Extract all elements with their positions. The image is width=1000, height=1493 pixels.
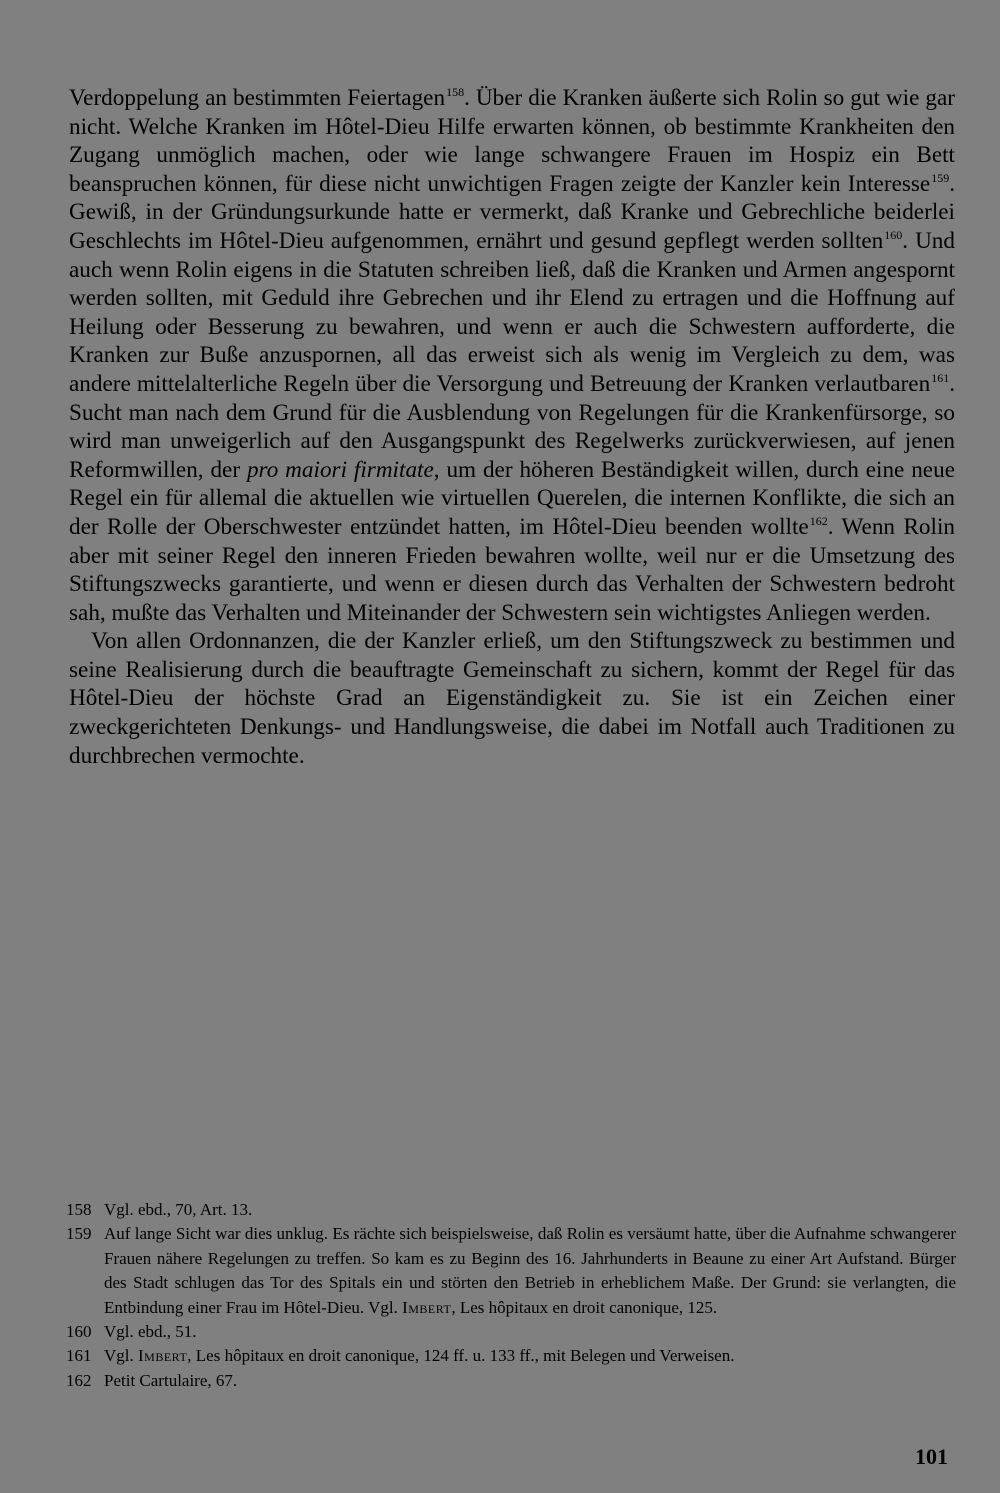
text-run: Vgl. [104,1346,138,1366]
footnote-158 [66,1198,956,1222]
footnote-number: 160 [66,1322,92,1342]
paragraph-1 [69,84,955,627]
text-run: . Sucht man nach dem Grund für die Ausblendung von Regelungen für die Krankenfürsorge, so wird man unweigerlich auf den Ausgangspunkt des Regelwerks zurückverwiesen, auf jenen Reformwillen, der [69,370,955,483]
text-run: . Und auch wenn Rolin eigens in die Statuten schreiben ließ, daß die Kranken und Armen angespornt werden sollten, mit Geduld ihre Gebrechen und ihr Elend zu ertragen und die Hoffnung auf Heilung oder Besserung zu bewahren, und wenn er auch die Schwestern aufforderte, die Kranken zur Buße anzuspornen, all das erweist sich als wenig im Vergleich zu dem, was andere mittelalterliche Regeln über die Versorgung und Betreuung der Kranken verlautbaren [69,227,955,397]
footnote-number: 159 [66,1224,92,1244]
latin-phrase: pro maiori firmitate [246,456,434,483]
footnote-ref-161[interactable]: 161 [931,370,950,385]
footnote-number: 162 [66,1370,92,1390]
text-run: , Les hôpitaux en droit canonique, 124 ff. u. 133 ff., mit Belegen und Verweisen. [187,1346,735,1366]
body-text [69,84,955,770]
author-name: Imbert [138,1346,188,1366]
page-number: 101 [915,1444,948,1469]
author-name: Imbert [402,1297,452,1317]
footnote-text: Petit Cartulaire, 67. [104,1370,238,1390]
footnote-ref-160[interactable]: 160 [884,227,903,242]
text-run: Auf lange Sicht war dies unklug. Es rächte sich beispielsweise, daß Rolin es versäumt hatte, über die Aufnahme schwangerer Frauen nähere Regelungen zu treffen. So kam es zu Beginn des 16. Jahrhunderts in Beaune zu einer Art Aufstand. Bürger des Stadt schlugen das Tor des Spitals ein und störten den Betrieb in erheblichem Maße. Der Grund: sie verlangten, die Entbindung einer Frau im Hôtel-Dieu. Vgl. [104,1224,956,1317]
footnote-159 [66,1222,956,1320]
footnote-text: Vgl. ebd., 70, Art. 13. [104,1200,253,1219]
footnote-ref-158[interactable]: 158 [446,85,465,99]
text-run: . Wenn Rolin aber mit seiner Regel den inneren Frieden bewahren wollte, weil nur er die Umsetzung des Stiftungszwecks garantierte, und wenn er diesen durch das Verhalten der Schwestern bedroht sah, mußte das Verhalten und Miteinander der Schwestern sein wichtigstes Anliegen werden. [69,513,955,626]
footnote-text [104,1222,956,1320]
text-run: , um der höheren Beständigkeit willen, durch eine neue Regel ein für allemal die aktuellen wie virtuellen Querelen, die internen Konflikte, die sich an der Rolle der Oberschwester entzündet hatten, im Hôtel-Dieu beenden wollte [69,456,955,540]
footnote-160 [66,1320,956,1344]
text-run: . Über die Kranken äußerte sich Rolin so gut wie gar nicht. Welche Kranken im Hôtel-Dieu Hilfe erwarten können, ob bestimmte Krankheiten den Zugang unmöglich machen, oder wie lange schwangere Frauen im Hospiz ein Bett beanspruchen können, für diese nicht unwichtigen Fragen zeigte der Kanzler kein Interesse [69,85,956,197]
footnote-162 [66,1369,956,1393]
footnote-161 [66,1344,956,1368]
footnote-ref-162[interactable]: 162 [809,513,828,528]
footnote-text [104,1344,956,1368]
footnote-number: 161 [66,1346,92,1366]
footnote-text: Vgl. ebd., 51. [104,1322,197,1342]
footnote-number: 158 [66,1200,92,1219]
footnotes [66,1198,956,1393]
text-run: Verdoppelung an bestimmten Feiertagen [69,85,446,111]
text-run: . Gewiß, in der Gründungsurkunde hatte er vermerkt, daß Kranke und Gebrechliche beiderlei Geschlechts im Hôtel-Dieu aufgenommen, ernährt und gesund gepflegt werden sollten [69,170,955,254]
footnote-ref-159[interactable]: 159 [931,170,950,185]
paragraph-2: Von allen Ordonnanzen, die der Kanzler erließ, um den Stiftungszweck zu bestimmen und seine Realisierung durch die beauftragte Gemeinschaft zu sichern, kommt der Regel für das Hôtel-Dieu der höchste Grad an Eigenständigkeit zu. Sie ist ein Zeichen einer zweckgerichteten Denkungs- und Handlungsweise, die dabei im Notfall auch Traditionen zu durchbrechen vermochte. [69,628,955,769]
text-run: , Les hôpitaux en droit canonique, 125. [451,1297,718,1317]
